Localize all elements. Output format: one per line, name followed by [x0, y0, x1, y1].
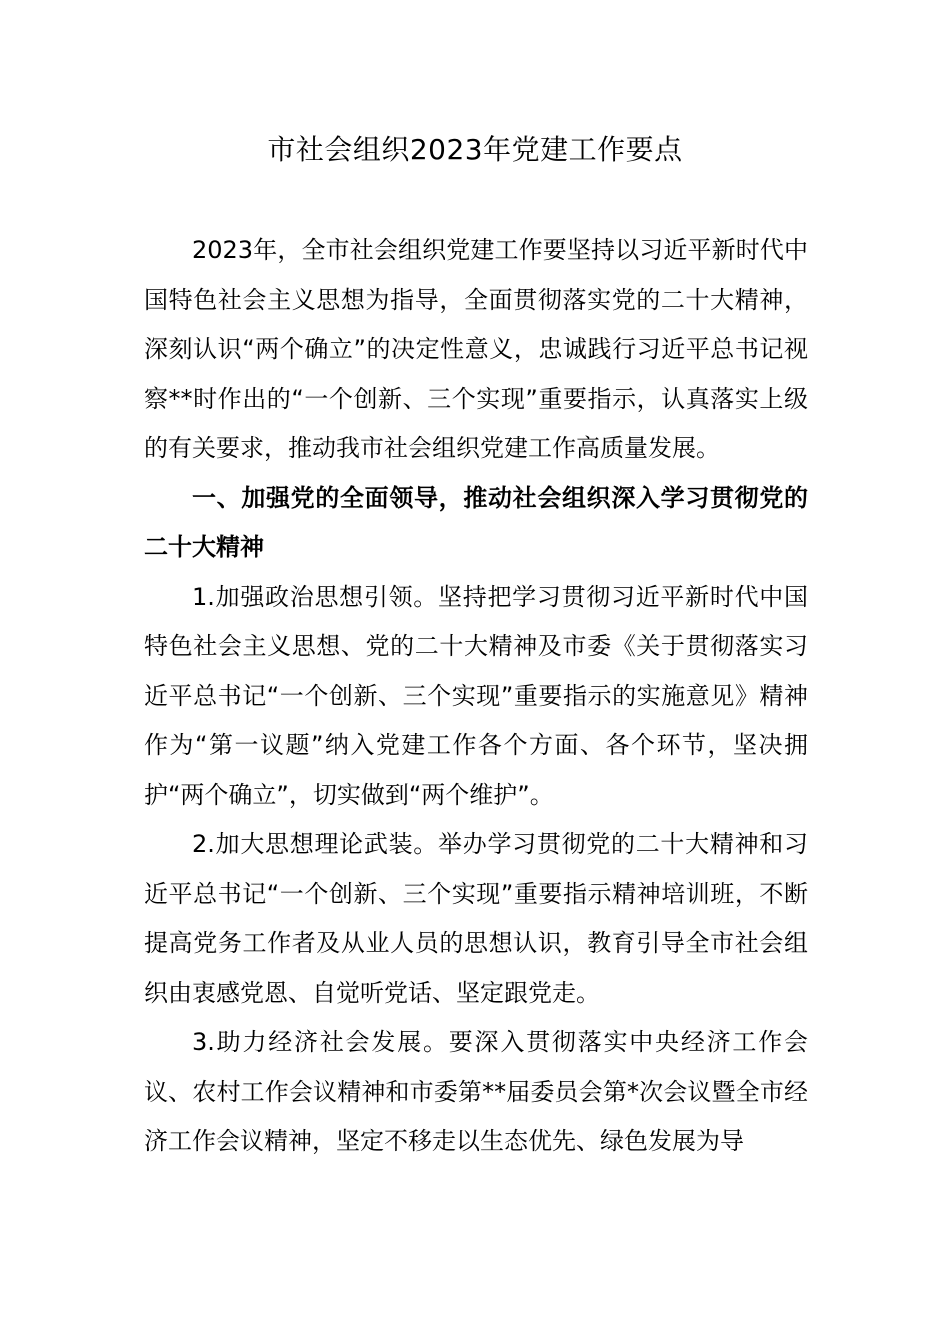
- item-paragraph-2: 2.加大思想理论武装。举办学习贯彻党的二十大精神和习近平总书记“一个创新、三个实现”重要指示精神培训班，不断提高党务工作者及从业人员的思想认识，教育引导全市社会组织由衷感党恩、自觉听党话、坚定跟党走。: [144, 830, 808, 1007]
- item-paragraph-3: 3.助力经济社会发展。要深入贯彻落实中央经济工作会议、农村工作会议精神和市委第**届委员会第*次会议暨全市经济工作会议精神，坚定不移走以生态优先、绿色发展为导: [144, 1028, 808, 1155]
- intro-paragraph: 2023年，全市社会组织党建工作要坚持以习近平新时代中国特色社会主义思想为指导，全面贯彻落实党的二十大精神，深刻认识“两个确立”的决定性意义，忠诚践行习近平总书记视察**时作出的“一个创新、三个实现”重要指示，认真落实上级的有关要求，推动我市社会组织党建工作高质量发展。: [144, 236, 808, 462]
- document-body: [144, 226, 808, 1167]
- item-paragraph-1: 1.加强政治思想引领。坚持把学习贯彻习近平新时代中国特色社会主义思想、党的二十大精神及市委《关于贯彻落实习近平总书记“一个创新、三个实现”重要指示的实施意见》精神作为“第一议题”纳入党建工作各个方面、各个环节，坚决拥护“两个确立”，切实做到“两个维护”。: [144, 582, 808, 809]
- document-title: 市社会组织2023年党建工作要点: [267, 133, 683, 166]
- section-heading-1: 一、加强党的全面领导，推动社会组织深入学习贯彻党的二十大精神: [144, 483, 808, 561]
